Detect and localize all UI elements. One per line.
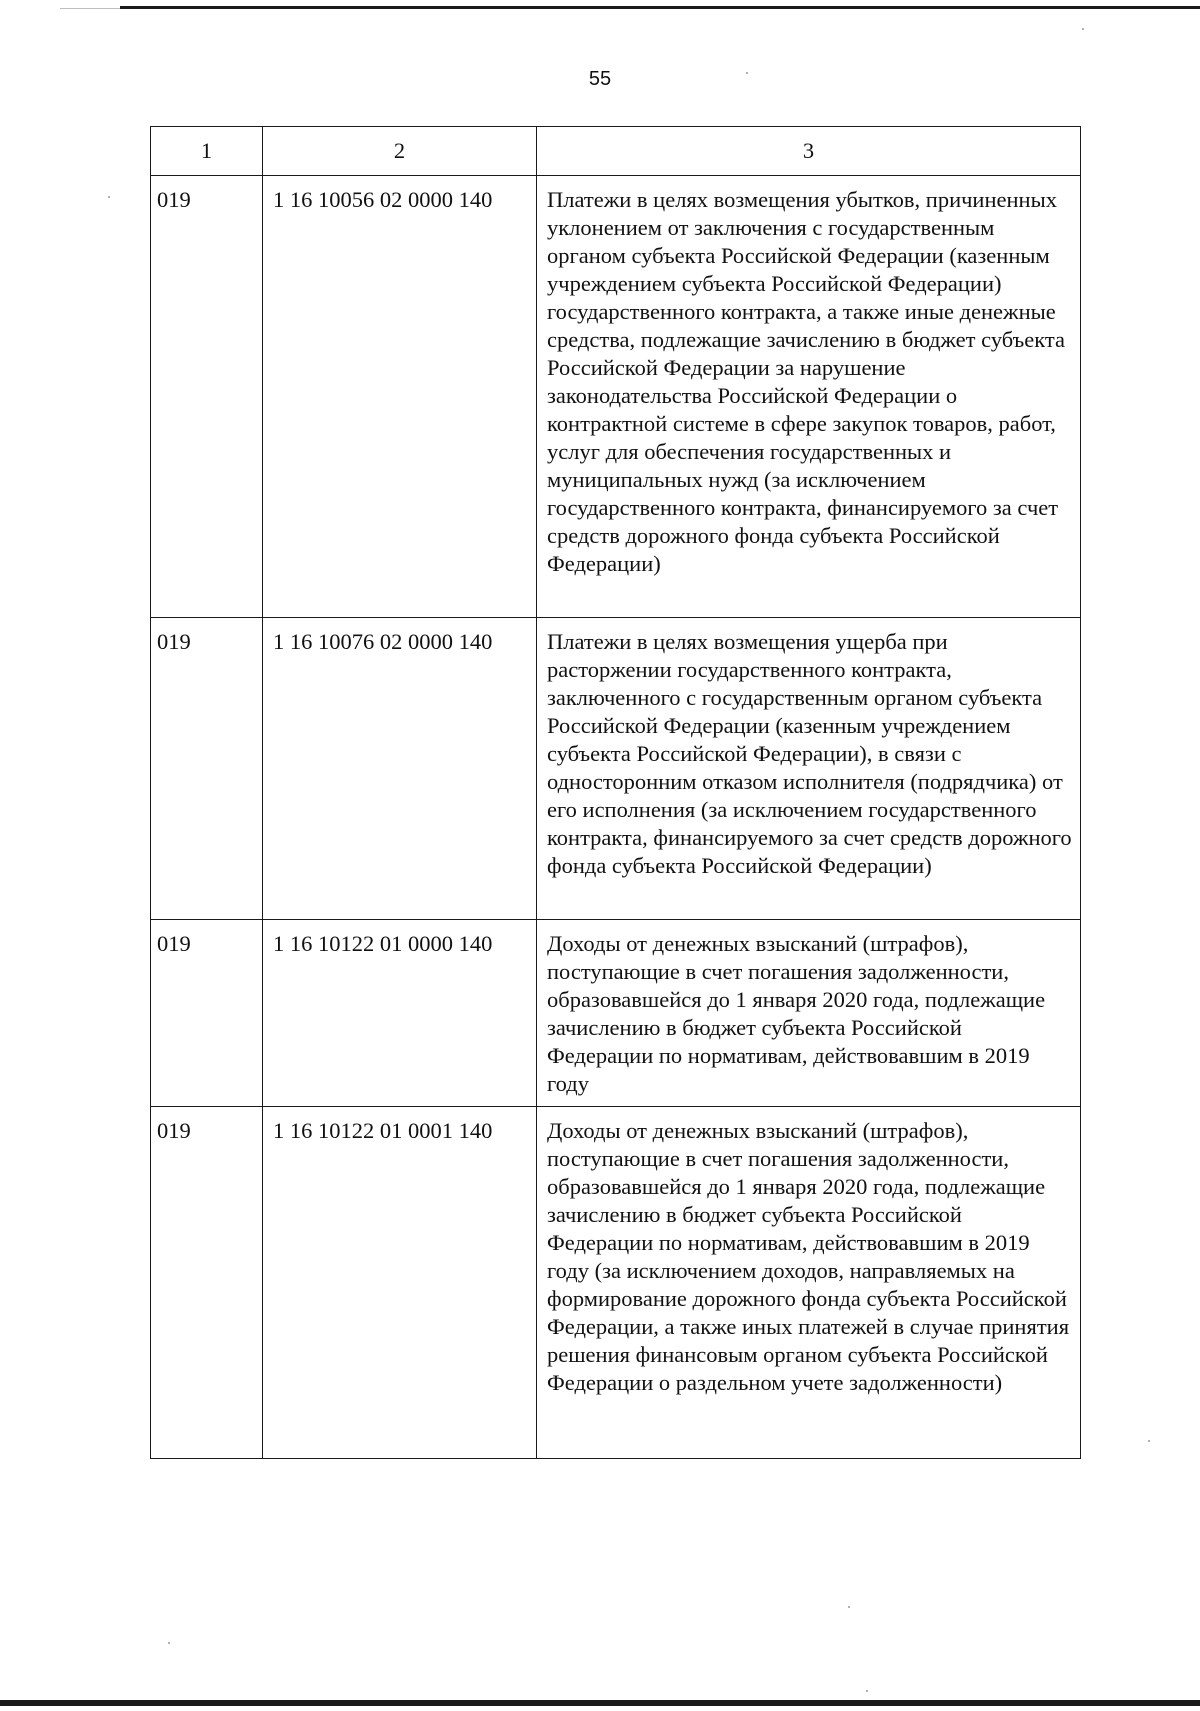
- column-header-1: 1: [151, 127, 263, 176]
- scan-speck: [168, 1642, 170, 1644]
- scan-bottom-edge: [0, 1700, 1200, 1706]
- description-cell: Доходы от денежных взысканий (штрафов), поступающие в счет погашения задолженности, образовавшейся до 1 января 2020 года, подлежащие зачислению в бюджет субъекта Российской Федерации по нормативам, действовавшим в 2019 году (за исключением доходов, направляемых на формирование дорожного фонда субъекта Российской Федерации, а также иных платежей в случае принятия решения финансовым органом субъекта Российской Федерации о раздельном учете задолженности): [537, 1107, 1081, 1459]
- scan-speck: [746, 72, 748, 74]
- scan-top-edge: [120, 6, 1200, 9]
- admin-code-cell: 019: [151, 176, 263, 618]
- scan-edge-faint: [60, 8, 120, 9]
- table-row: [151, 618, 1081, 920]
- description-cell: Платежи в целях возмещения убытков, причиненных уклонением от заключения с государственным органом субъекта Российской Федерации (казенным учреждением субъекта Российской Федерации) государственного контракта, а также иные денежные средства, подлежащие зачислению в бюджет субъекта Российской Федерации за нарушение законодательства Российской Федерации о контрактной системе в сфере закупок товаров, работ, услуг для обеспечения государственных и муниципальных нужд (за исключением государственного контракта, финансируемого за счет средств дорожного фонда субъекта Российской Федерации): [537, 176, 1081, 618]
- description-cell: Доходы от денежных взысканий (штрафов), поступающие в счет погашения задолженности, образовавшейся до 1 января 2020 года, подлежащие зачислению в бюджет субъекта Российской Федерации по нормативам, действовавшим в 2019 году: [537, 920, 1081, 1107]
- scan-speck: [866, 1690, 868, 1692]
- admin-code-cell: 019: [151, 920, 263, 1107]
- scan-speck: [848, 1606, 850, 1608]
- table-header-row: [151, 127, 1081, 176]
- scan-speck: [1148, 1440, 1150, 1442]
- admin-code-cell: 019: [151, 1107, 263, 1459]
- table-row: [151, 1107, 1081, 1459]
- table-row: [151, 920, 1081, 1107]
- scan-speck: [108, 196, 110, 198]
- kbk-code-cell: 1 16 10122 01 0001 140: [263, 1107, 537, 1459]
- admin-code-cell: 019: [151, 618, 263, 920]
- budget-codes-table: [150, 126, 1081, 1459]
- scan-speck: [1082, 28, 1084, 30]
- page-number: 55: [588, 68, 612, 90]
- column-header-2: 2: [263, 127, 537, 176]
- kbk-code-cell: 1 16 10056 02 0000 140: [263, 176, 537, 618]
- kbk-code-cell: 1 16 10122 01 0000 140: [263, 920, 537, 1107]
- kbk-code-cell: 1 16 10076 02 0000 140: [263, 618, 537, 920]
- table-row: [151, 176, 1081, 618]
- description-cell: Платежи в целях возмещения ущерба при расторжении государственного контракта, заключенного с государственным органом субъекта Российской Федерации (казенным учреждением субъекта Российской Федерации), в связи с односторонним отказом исполнителя (подрядчика) от его исполнения (за исключением государственного контракта, финансируемого за счет средств дорожного фонда субъекта Российской Федерации): [537, 618, 1081, 920]
- column-header-3: 3: [537, 127, 1081, 176]
